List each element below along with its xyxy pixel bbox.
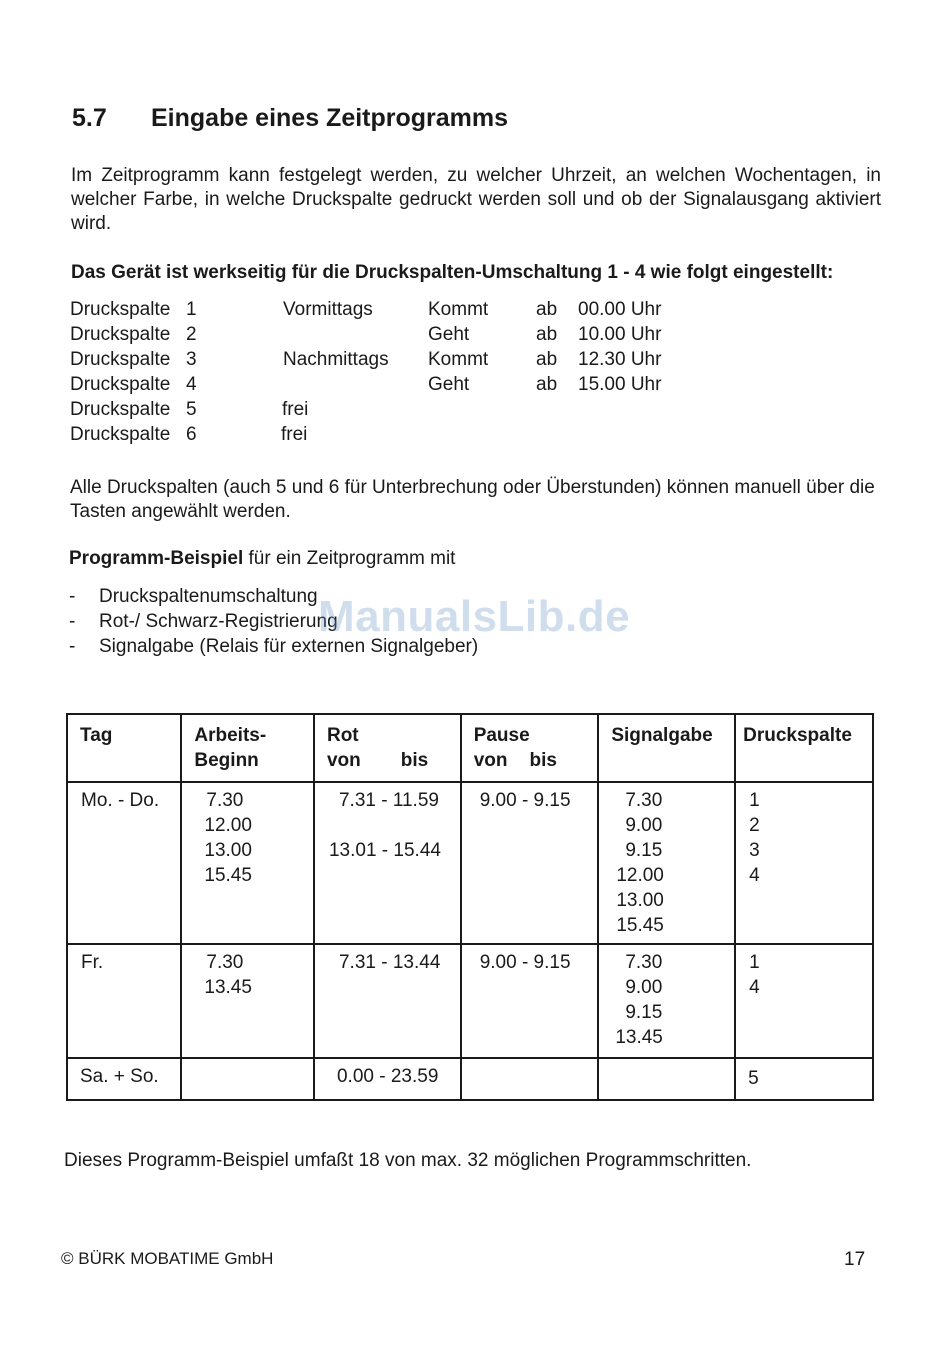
section-number: 5.7 <box>72 104 107 132</box>
summary-text: Dieses Programm-Beispiel umfaßt 18 von max. 32 möglichen Programmschritten. <box>64 1150 752 1171</box>
header-rot: Rot von bis <box>314 714 461 782</box>
column-label: Druckspalte <box>70 374 171 395</box>
cell-pause: 9.00 - 9.15 <box>461 782 599 944</box>
cell-rot: 7.31 - 13.44 <box>314 944 461 1058</box>
intro-paragraph: Im Zeitprogramm kann festgelegt werden, zu welcher Uhrzeit, an welchen Wochentagen, in welcher Farbe, in welche Druckspalte gedruckt werden soll und ob der Signalausgang aktiviert wird. <box>71 165 881 234</box>
example-rest: für ein Zeitprogramm mit <box>243 548 456 569</box>
action: Geht <box>428 374 470 395</box>
cell-tag: Fr. <box>67 944 181 1058</box>
header-tag: Tag <box>67 714 181 782</box>
header-druckspalte: Druckspalte <box>735 714 873 782</box>
factory-setting-row <box>0 374 950 399</box>
manual-note: Alle Druckspalten (auch 5 und 6 für Unterbrechung oder Überstunden) können manuell über die Tasten angewählt werden. <box>70 477 875 522</box>
cell-signal: 7.30 9.00 9.15 13.45 <box>598 944 735 1058</box>
table-header-row <box>67 714 873 782</box>
cell-beginn <box>181 1058 314 1100</box>
list-item: - Rot-/ Schwarz-Registrierung <box>69 611 338 632</box>
cell-tag: Mo. - Do. <box>67 782 181 944</box>
list-item: - Signalgabe (Relais für externen Signalgeber) <box>69 636 479 657</box>
cell-tag: Sa. + So. <box>67 1058 181 1100</box>
period: Vormittags <box>283 299 373 320</box>
from-label: ab <box>536 374 558 395</box>
column-label: Druckspalte <box>70 324 171 345</box>
time: 15.00 Uhr <box>578 374 662 395</box>
period: frei <box>282 399 309 420</box>
table-row <box>67 944 873 1058</box>
column-number: 3 <box>186 349 197 370</box>
factory-setting-row <box>0 399 950 424</box>
action: Kommt <box>428 299 489 320</box>
page-number: 17 <box>844 1249 866 1270</box>
period: frei <box>281 424 308 445</box>
action: Geht <box>428 324 470 345</box>
period: Nachmittags <box>283 349 389 370</box>
column-number: 5 <box>186 399 197 420</box>
column-label: Druckspalte <box>70 349 171 370</box>
factory-setting-row <box>0 299 950 324</box>
cell-rot: 7.31 - 11.59 13.01 - 15.44 <box>314 782 461 944</box>
time: 12.30 Uhr <box>578 349 662 370</box>
cell-rot: 0.00 - 23.59 <box>314 1058 461 1100</box>
table-row <box>67 782 873 944</box>
column-number: 2 <box>186 324 197 345</box>
column-label: Druckspalte <box>70 424 171 445</box>
cell-druck: 5 <box>735 1058 873 1100</box>
column-number: 6 <box>186 424 197 445</box>
program-table <box>66 713 874 1101</box>
header-arbeitsbeginn: Arbeits- Beginn <box>181 714 314 782</box>
header-pause: Pause von bis <box>461 714 599 782</box>
copyright: © BÜRK MOBATIME GmbH <box>61 1249 274 1268</box>
factory-setting-row <box>0 349 950 374</box>
column-label: Druckspalte <box>70 299 171 320</box>
cell-beginn: 7.30 12.00 13.00 15.45 <box>181 782 314 944</box>
column-number: 4 <box>186 374 197 395</box>
cell-signal <box>598 1058 735 1100</box>
from-label: ab <box>536 324 558 345</box>
cell-pause <box>461 1058 599 1100</box>
factory-setting-row <box>0 424 950 449</box>
example-heading <box>69 548 455 570</box>
time: 10.00 Uhr <box>578 324 662 345</box>
cell-pause: 9.00 - 9.15 <box>461 944 599 1058</box>
example-bold: Programm-Beispiel <box>69 548 244 569</box>
column-label: Druckspalte <box>70 399 171 420</box>
cell-beginn: 7.30 13.45 <box>181 944 314 1058</box>
page-title: Eingabe eines Zeitprogramms <box>151 104 509 132</box>
list-item: - Druckspaltenumschaltung <box>69 586 318 607</box>
cell-druck: 1 4 <box>735 944 873 1058</box>
action: Kommt <box>428 349 489 370</box>
factory-setting-row <box>0 324 950 349</box>
factory-settings-heading: Das Gerät ist werkseitig für die Druckspalten-Umschaltung 1 - 4 wie folgt eingestellt: <box>71 262 834 283</box>
table-row <box>67 1058 873 1100</box>
cell-signal: 7.30 9.00 9.15 12.00 13.00 15.45 <box>598 782 735 944</box>
watermark: ManualsLib.de <box>318 592 631 641</box>
header-signalgabe: Signalgabe <box>598 714 735 782</box>
time: 00.00 Uhr <box>578 299 662 320</box>
column-number: 1 <box>186 299 197 320</box>
from-label: ab <box>536 299 558 320</box>
cell-druck: 1 2 3 4 <box>735 782 873 944</box>
from-label: ab <box>536 349 558 370</box>
